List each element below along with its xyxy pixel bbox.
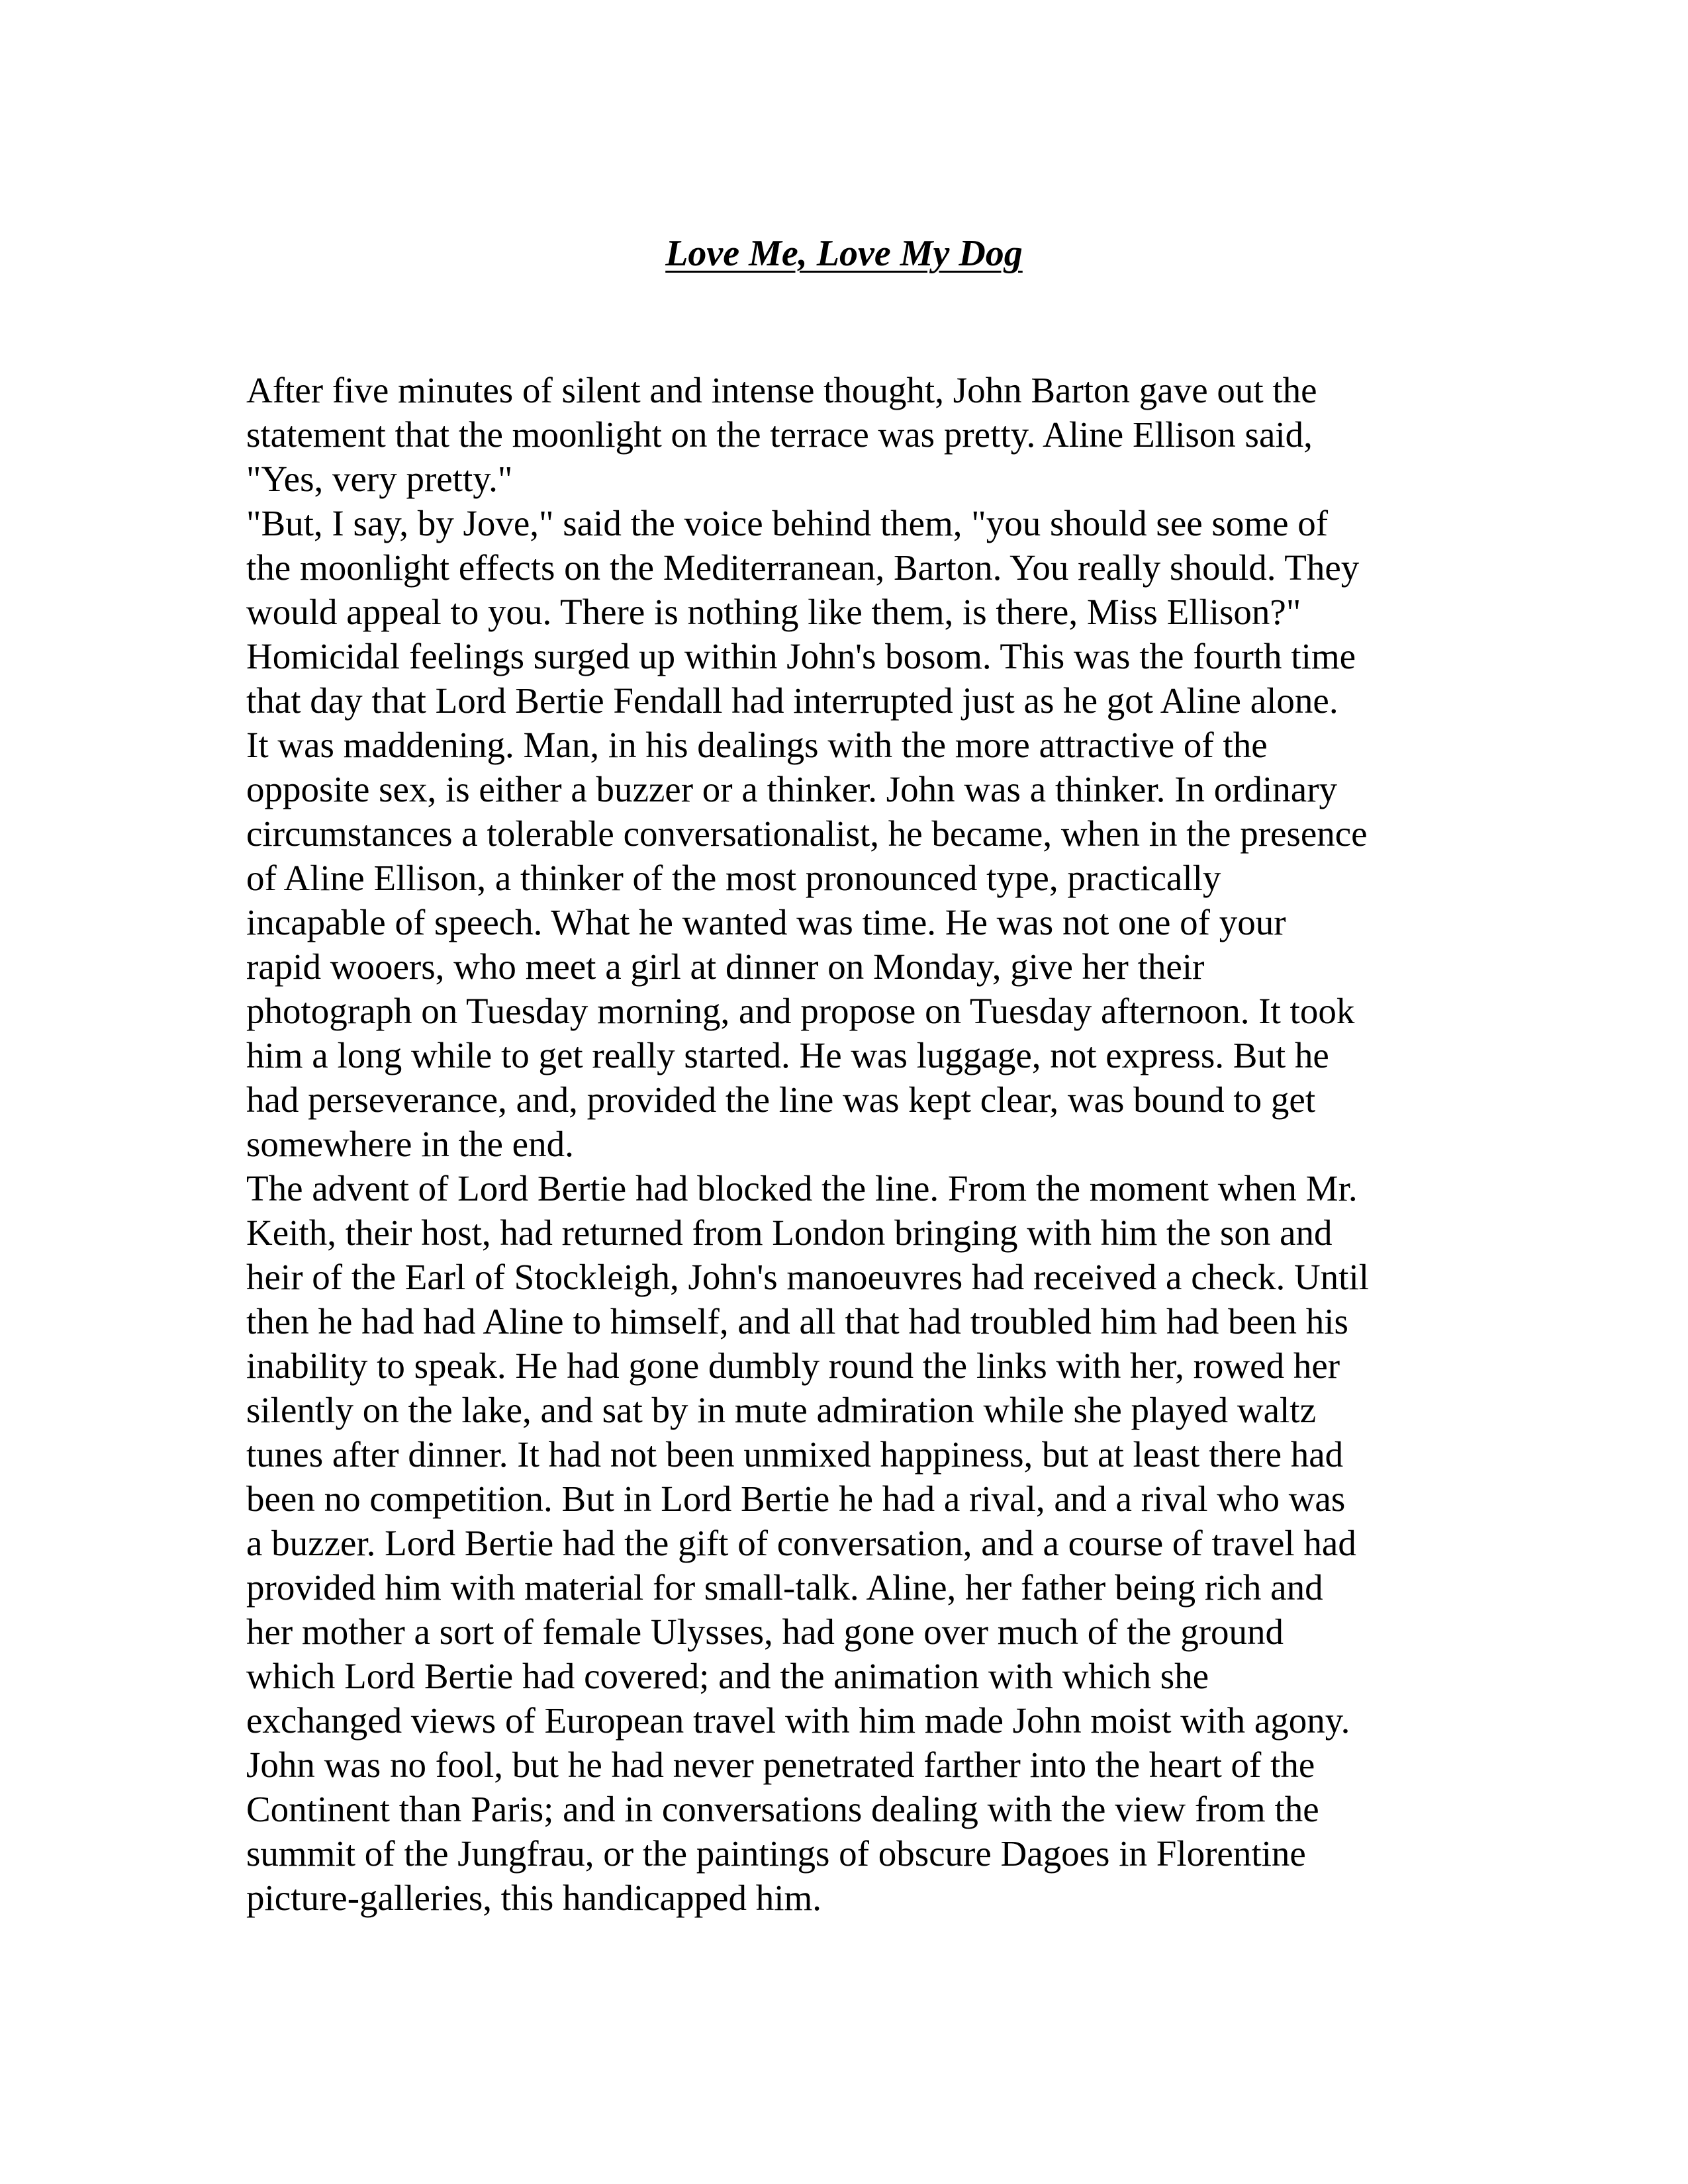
text-line: inability to speak. He had gone dumbly round the links with her, rowed her	[246, 1345, 1340, 1386]
text-line: that day that Lord Bertie Fendall had interrupted just as he got Aline alone.	[246, 680, 1338, 721]
text-line: circumstances a tolerable conversationalist, he became, when in the presence	[246, 813, 1368, 854]
text-line: After five minutes of silent and intense thought, John Barton gave out the	[246, 370, 1317, 410]
text-line: Keith, their host, had returned from London bringing with him the son and	[246, 1212, 1333, 1253]
text-line: him a long while to get really started. He was luggage, not express. But he	[246, 1035, 1329, 1075]
text-line: incapable of speech. What he wanted was time. He was not one of your	[246, 902, 1286, 942]
text-line: photograph on Tuesday morning, and propose on Tuesday afternoon. It took	[246, 991, 1355, 1031]
text-line: tunes after dinner. It had not been unmixed happiness, but at least there had	[246, 1434, 1344, 1475]
body-text	[246, 368, 1458, 1920]
text-line: John was no fool, but he had never penetrated farther into the heart of the	[246, 1745, 1315, 1785]
text-line: her mother a sort of female Ulysses, had gone over much of the ground	[246, 1612, 1284, 1652]
document-title: Love Me, Love My Dog	[665, 233, 1023, 274]
text-line: of Aline Ellison, a thinker of the most pronounced type, practically	[246, 858, 1221, 898]
text-line: exchanged views of European travel with him made John moist with agony.	[246, 1700, 1350, 1741]
text-line: It was maddening. Man, in his dealings with the more attractive of the	[246, 725, 1268, 765]
text-line: had perseverance, and, provided the line was kept clear, was bound to get	[246, 1079, 1316, 1120]
text-line: heir of the Earl of Stockleigh, John's manoeuvres had received a check. Until	[246, 1257, 1370, 1297]
text-line: silently on the lake, and sat by in mute admiration while she played waltz	[246, 1390, 1316, 1430]
text-line: Continent than Paris; and in conversations dealing with the view from the	[246, 1789, 1319, 1829]
text-line: "But, I say, by Jove," said the voice behind them, "you should see some of	[246, 503, 1329, 543]
text-line: statement that the moonlight on the terrace was pretty. Aline Ellison said,	[246, 414, 1313, 455]
text-line: picture-galleries, this handicapped him.	[246, 1878, 822, 1918]
text-line: then he had had Aline to himself, and all that had troubled him had been his	[246, 1301, 1348, 1342]
text-line: Homicidal feelings surged up within John's bosom. This was the fourth time	[246, 636, 1356, 676]
text-line: been no competition. But in Lord Bertie he had a rival, and a rival who was	[246, 1479, 1346, 1519]
text-line: opposite sex, is either a buzzer or a thinker. John was a thinker. In ordinary	[246, 769, 1338, 809]
text-line: summit of the Jungfrau, or the paintings of obscure Dagoes in Florentine	[246, 1833, 1306, 1874]
text-line: somewhere in the end.	[246, 1124, 574, 1164]
text-line: The advent of Lord Bertie had blocked the line. From the moment when Mr.	[246, 1168, 1358, 1208]
text-line: would appeal to you. There is nothing like them, is there, Miss Ellison?"	[246, 592, 1301, 632]
text-line: rapid wooers, who meet a girl at dinner on Monday, give her their	[246, 946, 1205, 987]
text-line: provided him with material for small-talk. Aline, her father being rich and	[246, 1567, 1323, 1608]
text-line: "Yes, very pretty."	[246, 459, 513, 499]
text-line: a buzzer. Lord Bertie had the gift of conversation, and a course of travel had	[246, 1523, 1356, 1563]
text-line: the moonlight effects on the Mediterranean, Barton. You really should. They	[246, 547, 1360, 588]
text-line: which Lord Bertie had covered; and the animation with which she	[246, 1656, 1209, 1696]
